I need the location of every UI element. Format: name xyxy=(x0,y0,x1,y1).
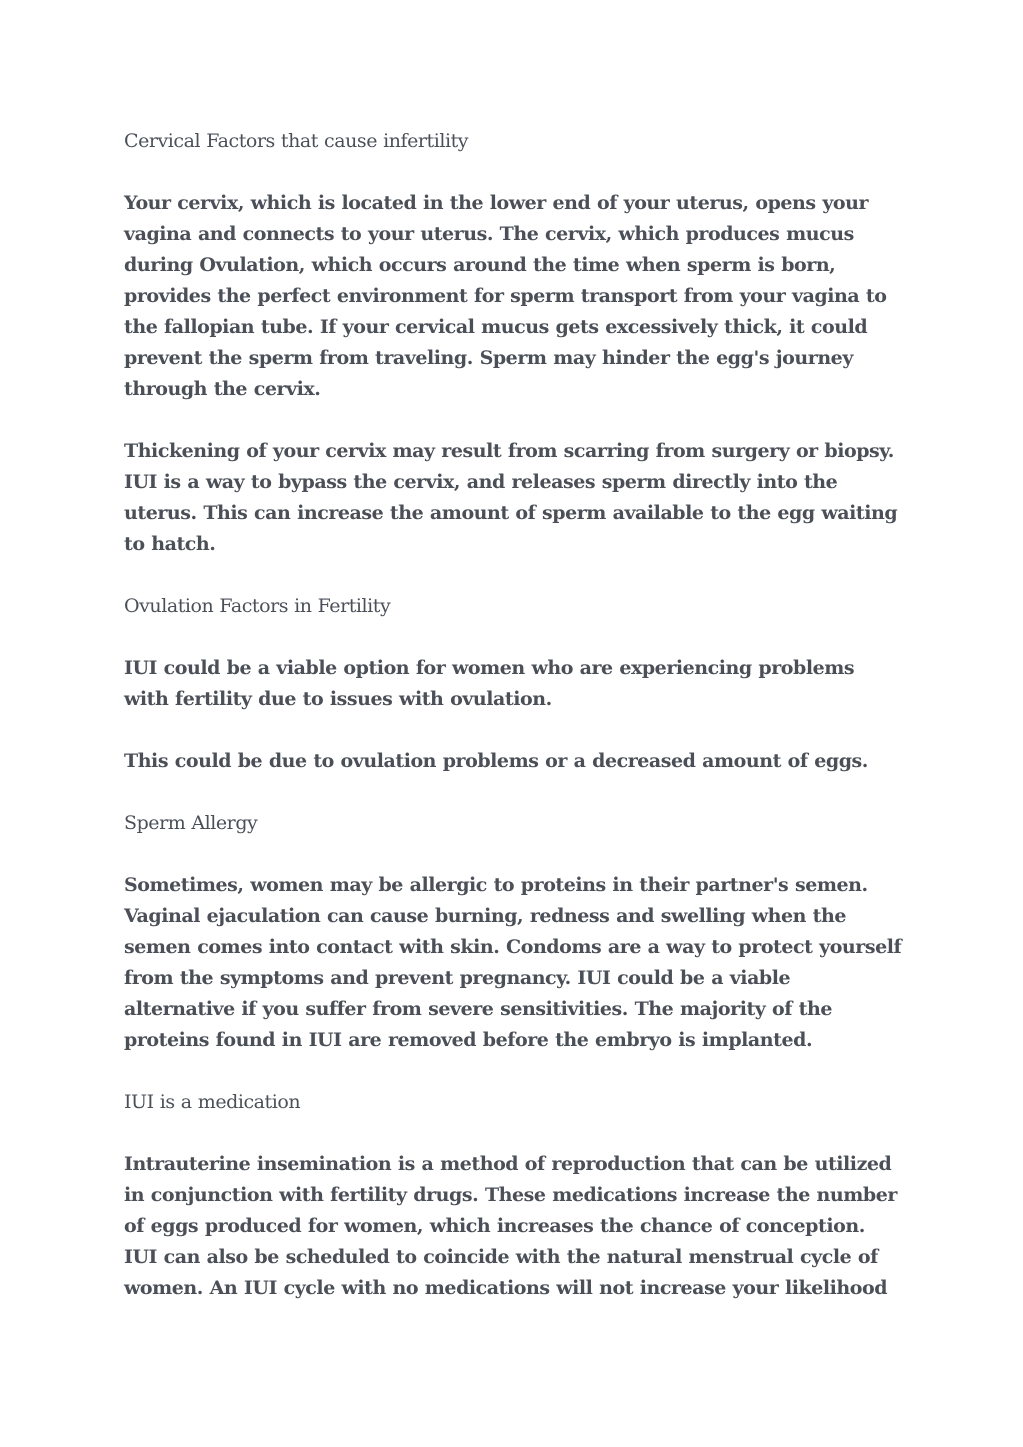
section-heading-ovulation-factors: Ovulation Factors in Fertility xyxy=(124,595,391,617)
section-heading-cervical-factors: Cervical Factors that cause infertility xyxy=(124,130,469,152)
paragraph-sperm-allergy: Sometimes, women may be allergic to proteins in their partner's semen. Vaginal ejaculation can cause burning, redness and swelling when the semen comes into contact with skin. Condoms are a way to protect yourself from the symptoms and prevent pregnancy. IUI could be a viable alternative if you suffer from severe sensitivities. The majority of the proteins found in IUI are removed before the embryo is implanted. xyxy=(124,874,902,1051)
paragraph-ovulation-option: IUI could be a viable option for women who are experiencing problems with fertility due to issues with ovulation. xyxy=(124,657,855,710)
paragraph-ovulation-problems: This could be due to ovulation problems or a decreased amount of eggs. xyxy=(124,750,868,772)
paragraph-cervix-thickening: Thickening of your cervix may result from scarring from surgery or biopsy. IUI is a way to bypass the cervix, and releases sperm directly into the uterus. This can increase the amount of sperm available to the egg waiting to hatch. xyxy=(124,440,898,555)
section-heading-sperm-allergy: Sperm Allergy xyxy=(124,812,258,834)
paragraph-cervix-description: Your cervix, which is located in the lower end of your uterus, opens your vagina and connects to your uterus. The cervix, which produces mucus during Ovulation, which occurs around the time when sperm is born, provides the perfect environment for sperm transport from your vagina to the fallopian tube. If your cervical mucus gets excessively thick, it could prevent the sperm from traveling. Sperm may hinder the egg's journey through the cervix. xyxy=(124,192,887,400)
section-heading-iui-medication: IUI is a medication xyxy=(124,1091,301,1113)
paragraph-iui-medication: Intrauterine insemination is a method of reproduction that can be utilized in conjunction with fertility drugs. These medications increase the number of eggs produced for women, which increases the chance of conception. IUI can also be scheduled to coincide with the natural menstrual cycle of women. An IUI cycle with no medications will not increase your likelihood xyxy=(124,1153,897,1299)
document-page xyxy=(124,126,904,1335)
